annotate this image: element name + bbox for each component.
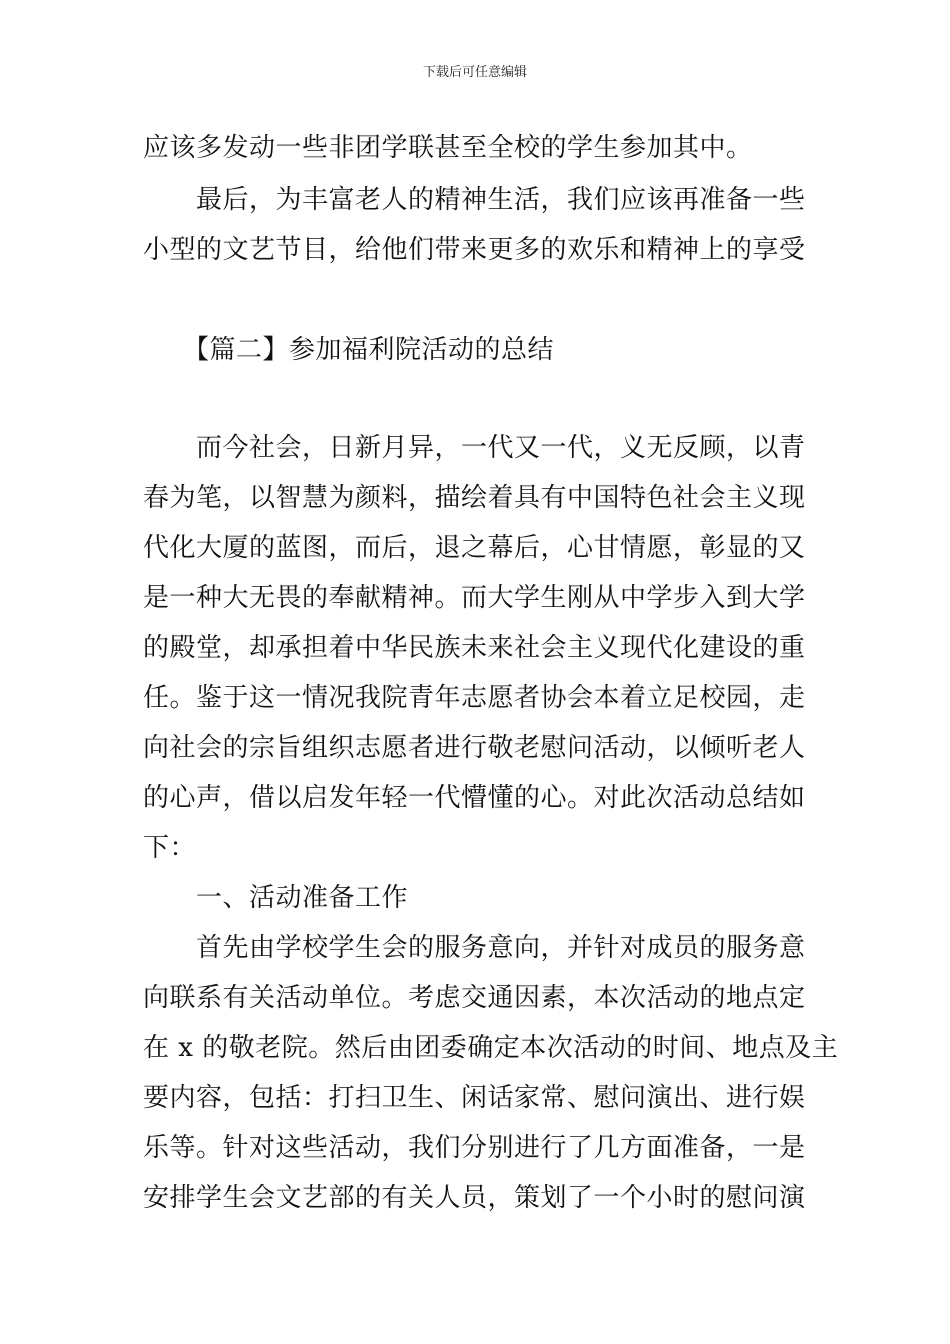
section-heading: 【篇二】参加福利院活动的总结 <box>143 335 555 365</box>
paragraph-line: 首先由学校学生会的服务意向，并针对成员的服务意 <box>143 933 806 963</box>
paragraph-line: 下： <box>143 833 197 863</box>
paragraph-line: 小型的文艺节目，给他们带来更多的欢乐和精神上的享受 <box>143 235 806 265</box>
paragraph-line: 要内容，包括：打扫卫生、闲话家常、慰问演出、进行娱 <box>143 1083 806 1113</box>
paragraph-line: 最后，为丰富老人的精神生活，我们应该再准备一些 <box>143 185 806 215</box>
paragraph-line: 代化大厦的蓝图，而后，退之幕后，心甘情愿，彰显的又 <box>143 533 806 563</box>
paragraph-line: 而今社会，日新月异，一代又一代，义无反顾，以青 <box>143 433 806 463</box>
paragraph-line: 任。鉴于这一情况我院青年志愿者协会本着立足校园，走 <box>143 683 806 713</box>
paragraph-line: 春为笔，以智慧为颜料，描绘着具有中国特色社会主义现 <box>143 483 806 513</box>
paragraph-line: 乐等。针对这些活动，我们分别进行了几方面准备，一是 <box>143 1133 806 1163</box>
paragraph-line: 在 x 的敬老院。然后由团委确定本次活动的时间、地点及主 <box>143 1033 839 1063</box>
subsection-heading: 一、活动准备工作 <box>143 883 409 913</box>
paragraph-line: 的殿堂，却承担着中华民族未来社会主义现代化建设的重 <box>143 633 806 663</box>
paragraph-line: 的心声，借以启发年轻一代懵懂的心。对此次活动总结如 <box>143 783 806 813</box>
paragraph-line: 安排学生会文艺部的有关人员，策划了一个小时的慰问演 <box>143 1183 806 1213</box>
page-header: 下载后可任意编辑 <box>422 65 527 80</box>
paragraph-line: 应该多发动一些非团学联甚至全校的学生参加其中。 <box>143 133 753 163</box>
paragraph-line: 向联系有关活动单位。考虑交通因素，本次活动的地点定 <box>143 983 806 1013</box>
paragraph-line: 是一种大无畏的奉献精神。而大学生刚从中学步入到大学 <box>143 583 806 613</box>
paragraph-line: 向社会的宗旨组织志愿者进行敬老慰问活动，以倾听老人 <box>143 733 806 763</box>
